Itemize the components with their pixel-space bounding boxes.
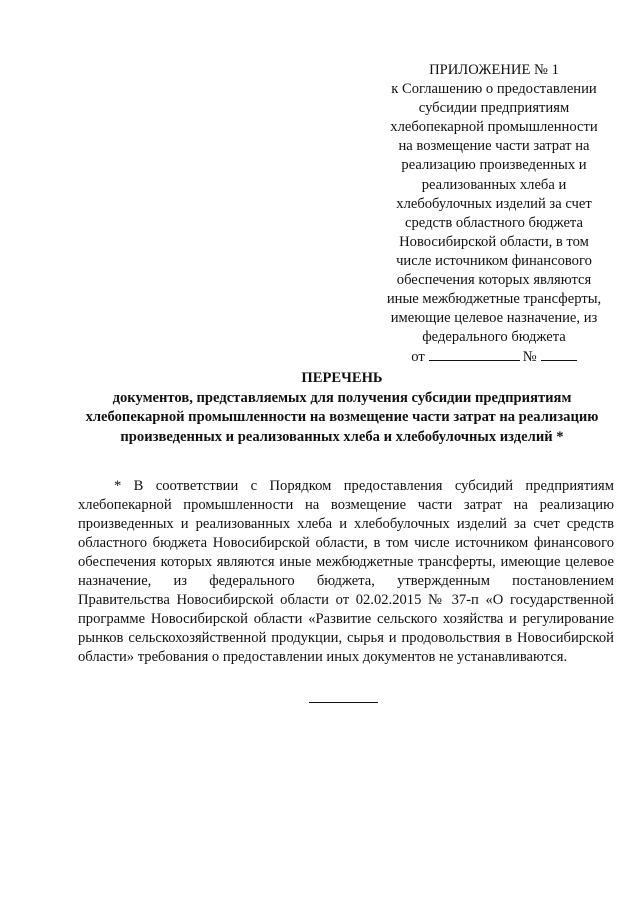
- date-blank: [429, 347, 520, 361]
- number-blank: [541, 347, 577, 361]
- appendix-line: имеющие целевое назначение, из: [390, 310, 598, 327]
- appendix-line: реализацию произведенных и: [401, 157, 587, 174]
- from-label: от: [411, 349, 425, 366]
- footnote-paragraph: * В соответствии с Порядком предоставления субсидий предприятиям хлебопекарной промышленности на возмещение части затрат на реализацию произведенных и реализованных хлеба и хлебобулочных изделий за счет средств областного бюджета Новосибирской области, в том числе источником финансового обеспечения которых являются иные межбюджетные трансферты, имеющие целевое назначение, из федерального бюджета, утвержденным постановлением Правительства Новосибирской области от 02.02.2015 № 37-п «О государственной программе Новосибирской области «Развитие сельского хозяйства и регулирование рынков сельскохозяйственной продукции, сырья и продовольствия в Новосибирской области» требования о предоставлении иных документов не устанавливаются.: [78, 477, 614, 666]
- appendix-line: средств областного бюджета: [405, 214, 583, 231]
- appendix-header: [372, 61, 616, 368]
- appendix-line: федерального бюджета: [422, 329, 566, 346]
- appendix-heading: ПРИЛОЖЕНИЕ № 1: [429, 62, 559, 78]
- appendix-line: субсидии предприятиям: [418, 100, 570, 117]
- appendix-line: обеспечения которых являются: [396, 272, 592, 289]
- title-line: документов, представляемых для получения субсидии предприятиям: [112, 389, 572, 406]
- appendix-line: хлебопекарной промышленности: [390, 119, 598, 136]
- appendix-line: числе источником финансового: [396, 252, 592, 269]
- title-line: хлебопекарной промышленности на возмещение части затрат на реализацию: [85, 409, 599, 426]
- document-title: [60, 369, 624, 447]
- number-label: №: [522, 349, 537, 366]
- title-heading: ПЕРЕЧЕНЬ: [301, 370, 383, 386]
- appendix-line: Новосибирской области, в том: [399, 233, 589, 250]
- appendix-line: хлебобулочных изделий за счет: [396, 195, 592, 212]
- title-line: произведенных и реализованных хлеба и хлебобулочных изделий *: [120, 428, 564, 445]
- appendix-line: иные межбюджетные трансферты,: [386, 291, 602, 308]
- agreement-reference-line: [372, 347, 616, 367]
- separator-line: [309, 702, 378, 703]
- appendix-line: реализованных хлеба и: [421, 176, 567, 193]
- appendix-line: к Соглашению о предоставлении: [391, 81, 597, 98]
- appendix-line: на возмещение части затрат на: [398, 138, 590, 155]
